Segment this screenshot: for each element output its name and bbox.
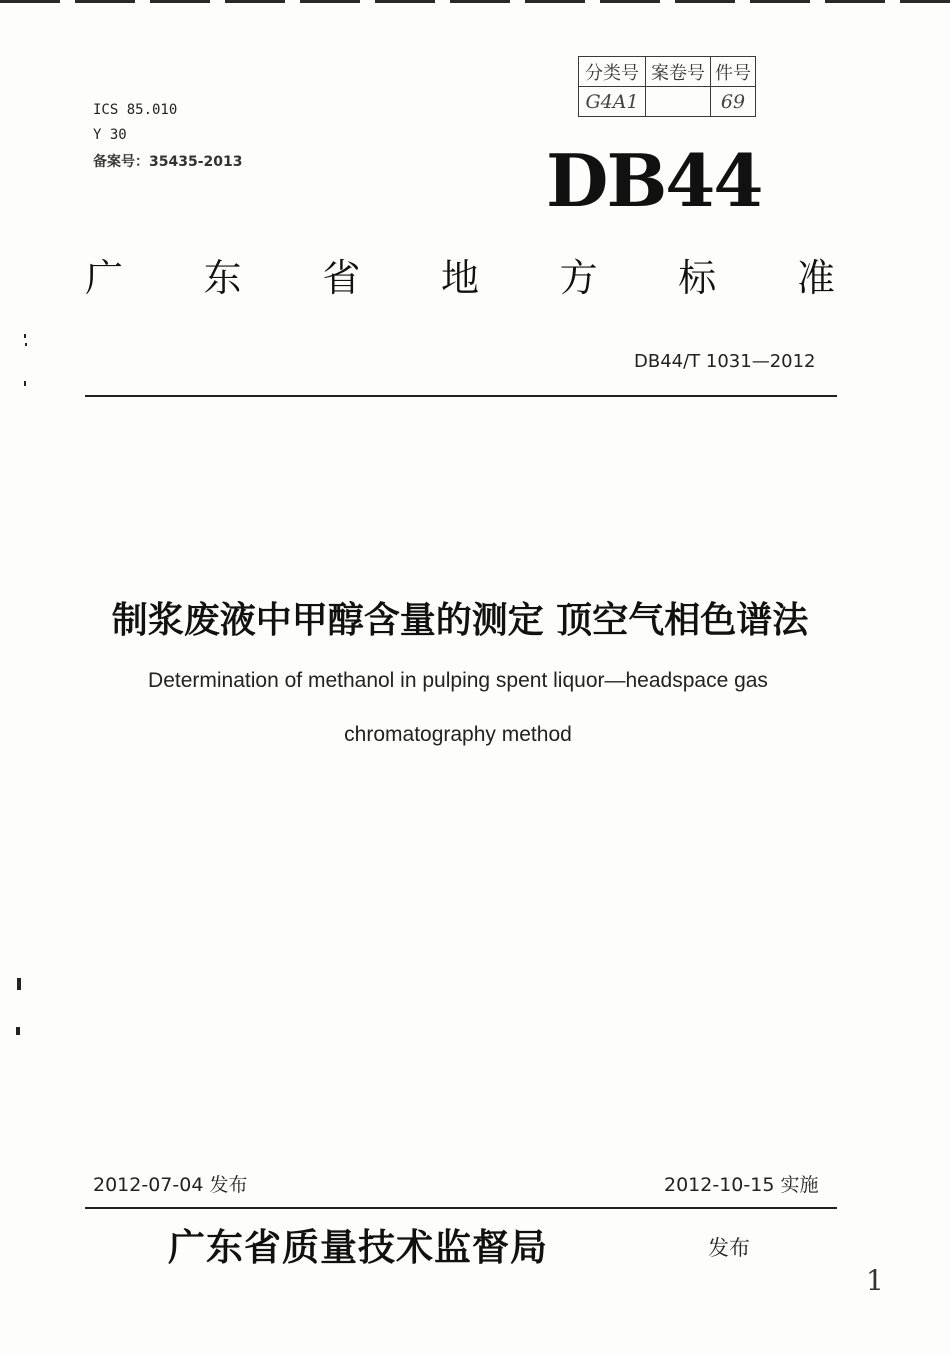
ccs-code: Y 30 bbox=[93, 127, 127, 143]
stamp-header: 分类号 bbox=[579, 57, 646, 87]
category-char: 标 bbox=[678, 256, 717, 300]
document-category bbox=[85, 247, 835, 302]
implement-date: 2012-10-15 实施 bbox=[664, 1174, 819, 1196]
category-char: 地 bbox=[440, 256, 479, 300]
standard-code: DB44 bbox=[546, 138, 762, 223]
category-char: 广 bbox=[85, 256, 124, 300]
category-char: 方 bbox=[559, 256, 598, 300]
stamp-value: G4A1 bbox=[579, 87, 646, 117]
footer-divider bbox=[85, 1207, 837, 1209]
scan-speck bbox=[17, 978, 21, 990]
scan-edge bbox=[0, 0, 950, 3]
page-number: 1 bbox=[866, 1264, 884, 1297]
standard-number: DB44/T 1031—2012 bbox=[634, 351, 816, 372]
archive-stamp bbox=[578, 56, 756, 117]
publisher-suffix: 发布 bbox=[708, 1236, 750, 1260]
scan-speck bbox=[24, 381, 26, 386]
category-char: 省 bbox=[322, 256, 361, 300]
scan-speck bbox=[25, 343, 27, 346]
header-divider bbox=[85, 395, 837, 397]
ics-code: ICS 85.010 bbox=[93, 102, 178, 118]
stamp-header: 件号 bbox=[711, 57, 756, 87]
title-english-line1: Determination of methanol in pulping spent liquor—headspace gas bbox=[148, 669, 768, 692]
stamp-value bbox=[646, 87, 711, 117]
scan-speck bbox=[24, 334, 26, 338]
title-chinese: 制浆废液中甲醇含量的测定 顶空气相色谱法 bbox=[111, 600, 809, 641]
filing-number: 备案号：35435-2013 bbox=[93, 154, 243, 170]
category-char: 准 bbox=[796, 256, 835, 300]
scan-speck bbox=[16, 1027, 20, 1035]
issue-date: 2012-07-04 发布 bbox=[93, 1174, 248, 1196]
category-char: 东 bbox=[203, 256, 242, 300]
title-english-line2: chromatography method bbox=[344, 723, 572, 746]
stamp-header: 案卷号 bbox=[646, 57, 711, 87]
publisher-name: 广东省质量技术监督局 bbox=[168, 1225, 548, 1269]
stamp-value: 69 bbox=[711, 87, 756, 117]
